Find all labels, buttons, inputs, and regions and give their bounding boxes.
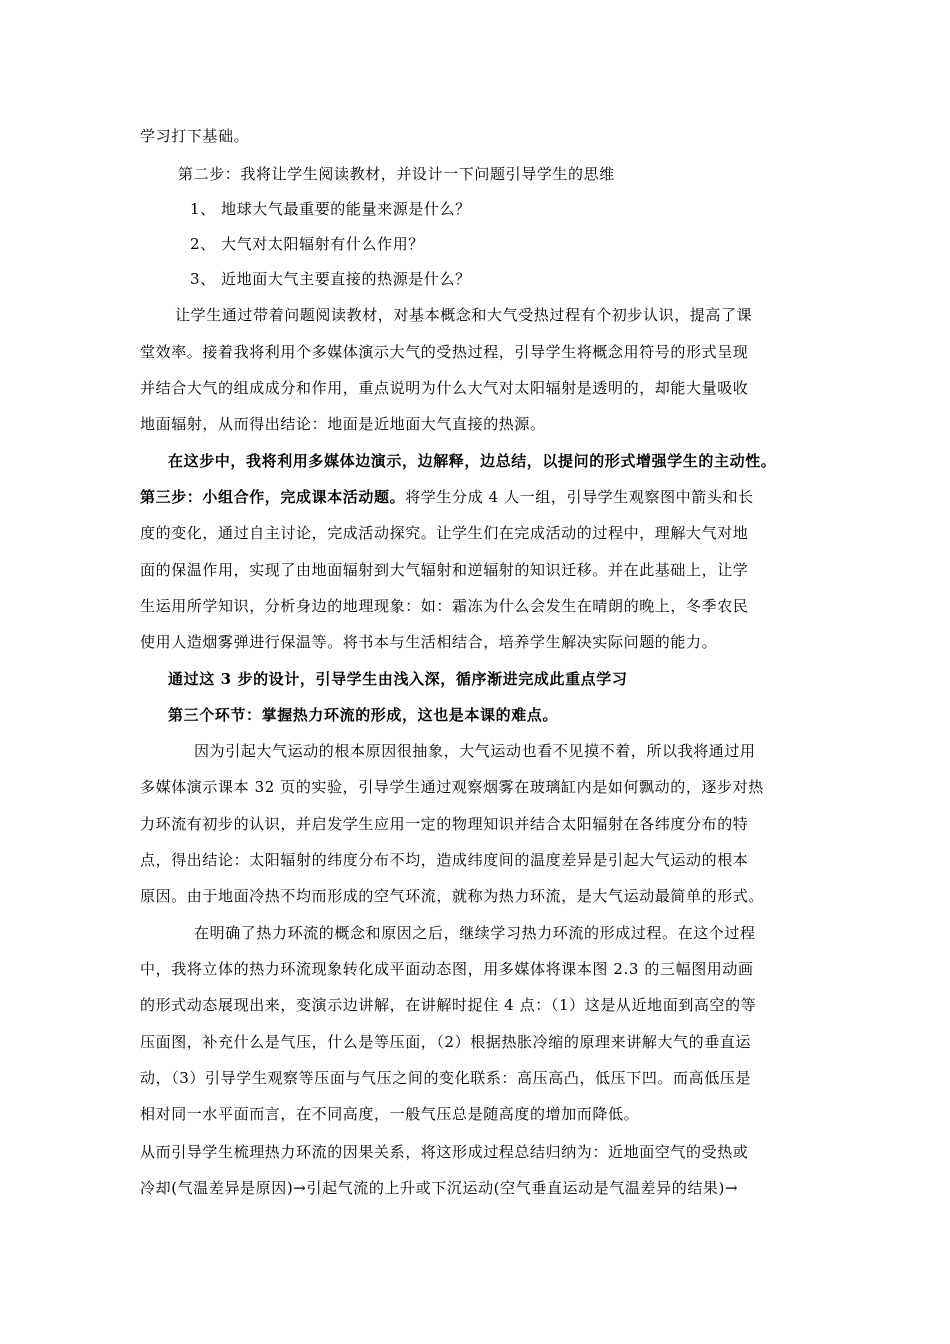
paragraph-line: 相对同一水平面而言，在不同高度，一般气压总是随高度的增加而降低。 — [140, 1105, 640, 1123]
paragraph-line: 多媒体演示课本 32 页的实验，引导学生通过观察烟雾在玻璃缸内是如何飘动的，逐步对热 — [140, 778, 764, 796]
emphasis-line: 在这步中，我将利用多媒体边演示，边解释，边总结，以提问的形式增强学生的主动性。 — [168, 452, 777, 470]
paragraph-line: 面的保温作用，实现了由地面辐射到大气辐射和逆辐射的知识迁移。并在此基础上，让学 — [140, 561, 749, 579]
paragraph-line: 在明确了热力环流的概念和原因之后，继续学习热力环流的形成过程。在这个过程 — [194, 924, 756, 942]
paragraph-line: 地面辐射，从而得出结论：地面是近地面大气直接的热源。 — [140, 415, 546, 433]
step-three-line — [140, 487, 820, 507]
step-two-heading: 第二步：我将让学生阅读教材，并设计一下问题引导学生的思维 — [178, 165, 615, 183]
summary-line: 通过这 3 步的设计，引导学生由浅入深，循序渐进完成此重点学习 — [168, 670, 628, 688]
paragraph-line: 冷却(气温差异是原因)→引起气流的上升或下沉运动(空气垂直运动是气温差异的结果)→ — [140, 1179, 739, 1197]
step-three-heading: 第三步：小组合作，完成课本活动题。 — [140, 488, 406, 506]
question-item: 1、 地球大气最重要的能量来源是什么？ — [190, 200, 471, 218]
step-three-text: 将学生分成 4 人一组，引导学生观察图中箭头和长 — [405, 488, 754, 506]
paragraph-line: 度的变化，通过自主讨论，完成活动探究。让学生们在完成活动的过程中，理解大气对地 — [140, 524, 749, 542]
paragraph-line: 并结合大气的组成成分和作用，重点说明为什么大气对太阳辐射是透明的，却能大量吸收 — [140, 379, 749, 397]
paragraph-line: 因为引起大气运动的根本原因很抽象，大气运动也看不见摸不着，所以我将通过用 — [194, 742, 756, 760]
paragraph-line: 生运用所学知识，分析身边的地理现象：如：霜冻为什么会发生在晴朗的晚上，冬季农民 — [140, 597, 749, 615]
question-item: 2、 大气对太阳辐射有什么作用？ — [190, 235, 424, 253]
paragraph-line: 学习打下基础。 — [140, 127, 250, 145]
section-three-heading: 第三个环节：掌握热力环流的形成，这也是本课的难点。 — [168, 706, 559, 724]
paragraph-line: 原因。由于地面冷热不均而形成的空气环流，就称为热力环流，是大气运动最简单的形式。 — [140, 887, 765, 905]
paragraph-line: 的形式动态展现出来，变演示边讲解，在讲解时捉住 4 点：（1）这是从近地面到高空的等 — [140, 996, 757, 1014]
paragraph-line: 使用人造烟雾弹进行保温等。将书本与生活相结合，培养学生解决实际问题的能力。 — [140, 633, 718, 651]
paragraph-line: 点，得出结论：太阳辐射的纬度分布不均，造成纬度间的温度差异是引起大气运动的根本 — [140, 851, 749, 869]
paragraph-line: 堂效率。接着我将利用个多媒体演示大气的受热过程，引导学生将概念用符号的形式呈现 — [140, 343, 749, 361]
paragraph-line: 中，我将立体的热力环流现象转化成平面动态图，用多媒体将课本图 2.3 的三幅图用动画 — [140, 960, 754, 978]
question-item: 3、 近地面大气主要直接的热源是什么？ — [190, 270, 471, 288]
paragraph-line: 力环流有初步的认识，并启发学生应用一定的物理知识并结合太阳辐射在各纬度分布的特 — [140, 815, 749, 833]
paragraph-line: 让学生通过带着问题阅读教材，对基本概念和大气受热过程有个初步认识，提高了课 — [175, 306, 753, 324]
paragraph-line: 动，（3）引导学生观察等压面与气压之间的变化联系：高压高凸，低压下凹。而高低压是 — [140, 1069, 752, 1087]
paragraph-line: 从而引导学生梳理热力环流的因果关系，将这形成过程总结归纳为：近地面空气的受热或 — [140, 1143, 749, 1161]
paragraph-line: 压面图，补充什么是气压，什么是等压面，（2）根据热胀冷缩的原理来讲解大气的垂直运 — [140, 1033, 752, 1051]
